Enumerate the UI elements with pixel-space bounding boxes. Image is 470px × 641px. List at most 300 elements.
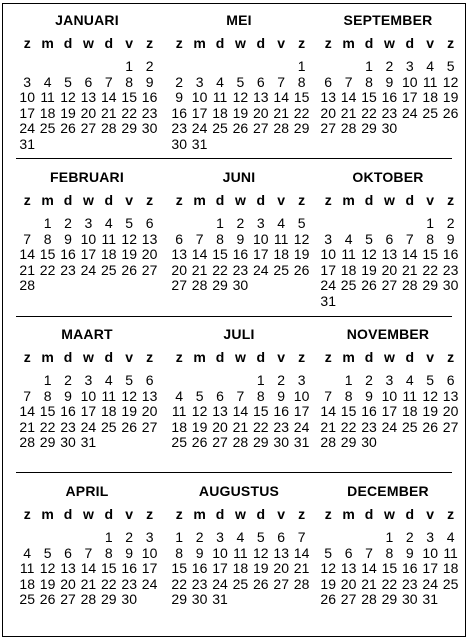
day-cell: 28: [191, 277, 208, 294]
day-cell: 28: [19, 434, 35, 451]
day-cell: 30: [402, 591, 418, 608]
day-cell: 8: [344, 387, 353, 404]
weekday-label: z: [175, 506, 183, 522]
day-cell: 25: [19, 591, 35, 608]
day-cell: 29: [212, 277, 228, 294]
day-cell: 1: [216, 215, 224, 231]
weekday-label: m: [41, 192, 54, 208]
day-cell: 26: [320, 591, 336, 608]
day-cell: 10: [253, 230, 269, 247]
day-cell: 23: [361, 418, 377, 435]
day-cell: 19: [253, 560, 269, 577]
day-cell: 9: [175, 89, 184, 106]
day-cell: 3: [145, 529, 154, 545]
day-cell: 24: [80, 418, 97, 435]
day-cell: 22: [253, 418, 269, 435]
weekday-label: m: [342, 192, 355, 208]
weekday-label: z: [298, 506, 306, 522]
weekday-label: z: [175, 192, 183, 208]
weekday-label: z: [447, 35, 455, 51]
day-cell: 3: [385, 372, 394, 388]
day-cell: 19: [361, 261, 377, 278]
day-cell: 20: [212, 418, 228, 435]
weekday-label: d: [104, 506, 114, 522]
day-cell: 3: [324, 230, 333, 247]
day-cell: 5: [324, 544, 333, 561]
weekday-label: v: [426, 35, 435, 51]
day-cell: 8: [426, 230, 435, 247]
day-cell: 15: [361, 89, 377, 106]
day-cell: 4: [236, 529, 245, 545]
day-cell: 10: [191, 89, 208, 106]
day-cell: 17: [19, 104, 35, 121]
day-cell: 15: [381, 560, 398, 577]
day-cell: 6: [277, 529, 286, 545]
day-cell: 30: [273, 434, 289, 451]
day-cell: 26: [293, 261, 310, 278]
weekday-label: d: [256, 192, 266, 208]
day-cell: 1: [385, 529, 394, 545]
day-cell: 12: [320, 560, 336, 577]
weekday-label: d: [215, 35, 225, 51]
weekday-label: d: [63, 349, 73, 365]
day-cell: 17: [422, 560, 438, 577]
weekday-label: z: [146, 349, 154, 365]
day-cell: 23: [141, 104, 158, 121]
day-cell: 8: [256, 387, 265, 404]
weekday-label: w: [383, 349, 395, 365]
day-cell: 1: [426, 215, 435, 231]
weekday-label: v: [125, 506, 134, 522]
day-cell: 19: [422, 403, 438, 420]
weekday-label: d: [364, 35, 374, 51]
day-cell: 14: [19, 246, 35, 263]
day-cell: 14: [340, 89, 357, 106]
day-cell: 8: [104, 544, 113, 561]
weekday-label: w: [82, 506, 94, 522]
weekday-label: z: [175, 35, 183, 51]
day-cell: 1: [43, 372, 52, 388]
day-cell: 29: [39, 434, 56, 451]
day-cell: 26: [121, 261, 137, 278]
day-cell: 26: [60, 120, 76, 137]
day-cell: 20: [442, 403, 459, 420]
weekday-label: m: [193, 192, 206, 208]
day-cell: 16: [121, 560, 137, 577]
day-cell: 11: [19, 560, 35, 577]
day-cell: 25: [273, 261, 289, 278]
day-cell: 22: [121, 104, 137, 121]
day-cell: 27: [60, 591, 76, 608]
weekday-label: z: [298, 349, 306, 365]
day-cell: 27: [273, 575, 289, 592]
day-cell: 11: [273, 230, 289, 247]
day-cell: 24: [422, 575, 438, 592]
day-cell: 29: [381, 591, 398, 608]
day-cell: 27: [141, 261, 158, 278]
weekday-label: v: [277, 192, 286, 208]
day-cell: 11: [171, 403, 187, 420]
day-cell: 27: [320, 120, 336, 137]
day-cell: 15: [293, 89, 310, 106]
row-separator: [16, 316, 452, 317]
weekday-label: z: [146, 192, 154, 208]
month-title: DECEMBER: [347, 483, 429, 499]
day-cell: 18: [101, 246, 117, 263]
month-title: FEBRUARI: [50, 169, 124, 185]
weekday-label: v: [125, 192, 134, 208]
weekday-label: m: [193, 506, 206, 522]
day-cell: 4: [426, 58, 435, 74]
day-cell: 14: [80, 560, 97, 577]
day-cell: 2: [446, 215, 455, 231]
day-cell: 7: [297, 529, 306, 545]
day-cell: 16: [141, 89, 158, 106]
day-cell: 26: [253, 575, 269, 592]
weekday-label: d: [215, 506, 225, 522]
day-cell: 21: [19, 261, 35, 278]
day-cell: 24: [381, 418, 398, 435]
weekday-label: w: [82, 35, 94, 51]
day-cell: 3: [216, 529, 224, 545]
day-cell: 26: [422, 418, 438, 435]
day-cell: 27: [253, 120, 269, 137]
day-cell: 26: [121, 418, 137, 435]
weekday-label: v: [426, 192, 435, 208]
day-cell: 4: [446, 529, 455, 545]
day-cell: 26: [191, 434, 208, 451]
day-cell: 20: [141, 246, 158, 263]
day-cell: 23: [121, 575, 137, 592]
weekday-label: v: [426, 506, 435, 522]
day-cell: 19: [60, 104, 76, 121]
weekday-label: d: [63, 35, 73, 51]
day-cell: 31: [191, 136, 208, 152]
day-cell: 20: [171, 261, 187, 278]
weekday-label: d: [405, 349, 415, 365]
day-cell: 3: [297, 372, 306, 388]
day-cell: 12: [293, 230, 310, 247]
day-cell: 4: [216, 73, 224, 90]
weekday-label: z: [324, 35, 332, 51]
day-cell: 12: [232, 89, 249, 106]
day-cell: 25: [422, 104, 438, 121]
day-cell: 7: [104, 73, 113, 90]
day-cell: 18: [19, 575, 35, 592]
day-cell: 9: [446, 230, 455, 247]
row-separator: [16, 158, 452, 159]
day-cell: 12: [121, 387, 137, 404]
weekday-label: w: [383, 506, 395, 522]
day-cell: 7: [365, 544, 373, 561]
day-cell: 9: [405, 544, 414, 561]
day-cell: 7: [23, 230, 32, 247]
day-cell: 3: [84, 372, 93, 388]
day-cell: 14: [361, 560, 377, 577]
day-cell: 16: [442, 246, 459, 263]
month-title: JULI: [223, 326, 255, 342]
day-cell: 27: [212, 434, 228, 451]
day-cell: 25: [39, 120, 56, 137]
day-cell: 2: [277, 372, 286, 388]
day-cell: 29: [422, 277, 438, 294]
day-cell: 7: [236, 387, 245, 404]
day-cell: 20: [253, 104, 269, 121]
day-cell: 27: [171, 277, 187, 294]
day-cell: 3: [405, 58, 414, 74]
day-cell: 30: [141, 120, 158, 137]
day-cell: 22: [212, 261, 228, 278]
day-cell: 15: [340, 403, 357, 420]
day-cell: 16: [402, 560, 418, 577]
day-cell: 21: [320, 418, 336, 435]
day-cell: 7: [324, 387, 333, 404]
day-cell: 5: [195, 387, 204, 404]
day-cell: 20: [60, 575, 76, 592]
day-cell: 6: [175, 230, 184, 247]
weekday-label: z: [324, 349, 332, 365]
day-cell: 15: [253, 403, 269, 420]
day-cell: 10: [402, 73, 418, 90]
day-cell: 11: [101, 387, 117, 404]
weekday-label: z: [23, 192, 31, 208]
day-cell: 26: [442, 104, 459, 121]
weekday-label: v: [125, 349, 134, 365]
day-cell: 28: [340, 120, 357, 137]
day-cell: 23: [171, 120, 187, 137]
weekday-label: z: [175, 349, 183, 365]
day-cell: 28: [361, 591, 377, 608]
day-cell: 27: [442, 418, 459, 435]
day-cell: 5: [446, 58, 455, 74]
day-cell: 30: [171, 136, 187, 152]
day-cell: 1: [125, 58, 134, 74]
day-cell: 9: [385, 73, 394, 90]
day-cell: 1: [104, 529, 113, 545]
weekday-label: w: [234, 506, 246, 522]
day-cell: 14: [19, 403, 35, 420]
weekday-label: d: [364, 192, 374, 208]
weekday-label: z: [298, 192, 306, 208]
day-cell: 2: [64, 372, 72, 388]
day-cell: 14: [191, 246, 208, 263]
day-cell: 13: [212, 403, 228, 420]
day-cell: 2: [175, 73, 184, 90]
month-title: APRIL: [65, 483, 109, 499]
month-title: MAART: [61, 326, 113, 342]
weekday-label: d: [63, 506, 73, 522]
day-cell: 9: [125, 544, 134, 561]
day-cell: 1: [365, 58, 373, 74]
day-cell: 11: [40, 89, 55, 106]
day-cell: 16: [60, 246, 76, 263]
day-cell: 25: [212, 120, 228, 137]
day-cell: 30: [191, 591, 208, 608]
day-cell: 11: [233, 544, 248, 561]
day-cell: 17: [141, 560, 158, 577]
weekday-label: v: [426, 349, 435, 365]
day-cell: 6: [145, 215, 154, 231]
day-cell: 4: [277, 215, 286, 231]
day-cell: 10: [19, 89, 35, 106]
weekday-label: d: [405, 35, 415, 51]
month-title: JANUARI: [55, 12, 119, 28]
day-cell: 1: [297, 58, 306, 74]
weekday-label: v: [125, 35, 134, 51]
weekday-label: v: [277, 349, 286, 365]
day-cell: 19: [293, 246, 310, 263]
day-cell: 18: [39, 104, 56, 121]
day-cell: 20: [141, 403, 158, 420]
month-title: AUGUSTUS: [198, 483, 280, 499]
day-cell: 29: [121, 120, 137, 137]
day-cell: 19: [442, 89, 459, 106]
day-cell: 15: [39, 246, 56, 263]
day-cell: 13: [60, 560, 76, 577]
month-title: SEPTEMBER: [343, 12, 433, 28]
day-cell: 13: [340, 560, 357, 577]
weekday-label: z: [324, 192, 332, 208]
day-cell: 24: [212, 575, 228, 592]
day-cell: 3: [195, 73, 204, 90]
day-cell: 25: [402, 418, 418, 435]
day-cell: 25: [340, 277, 357, 294]
day-cell: 14: [293, 544, 310, 561]
month-title: MEI: [226, 12, 252, 28]
day-cell: 5: [297, 215, 306, 231]
day-cell: 18: [402, 403, 418, 420]
weekday-label: z: [146, 35, 154, 51]
day-cell: 6: [216, 387, 224, 404]
day-cell: 26: [39, 591, 56, 608]
day-cell: 30: [442, 277, 459, 294]
day-cell: 23: [442, 261, 459, 278]
day-cell: 21: [293, 560, 310, 577]
day-cell: 6: [84, 73, 93, 90]
day-cell: 22: [381, 575, 398, 592]
day-cell: 12: [39, 560, 56, 577]
day-cell: 5: [365, 230, 373, 247]
day-cell: 28: [293, 575, 310, 592]
day-cell: 28: [19, 277, 35, 294]
weekday-label: d: [364, 506, 374, 522]
day-cell: 5: [125, 215, 134, 231]
day-cell: 10: [381, 387, 398, 404]
day-cell: 7: [23, 387, 32, 404]
weekday-label: d: [215, 349, 225, 365]
day-cell: 19: [121, 246, 137, 263]
day-cell: 8: [365, 73, 373, 90]
day-cell: 21: [402, 261, 418, 278]
day-cell: 2: [125, 529, 134, 545]
day-cell: 24: [320, 277, 336, 294]
weekday-label: d: [256, 35, 266, 51]
weekday-label: v: [277, 35, 286, 51]
day-cell: 21: [19, 418, 35, 435]
day-cell: 4: [104, 372, 113, 388]
day-cell: 19: [191, 418, 208, 435]
day-cell: 11: [422, 73, 438, 90]
weekday-label: w: [82, 192, 94, 208]
day-cell: 2: [64, 215, 72, 231]
day-cell: 15: [171, 560, 187, 577]
day-cell: 30: [60, 434, 76, 451]
day-cell: 18: [171, 418, 187, 435]
day-cell: 18: [232, 560, 249, 577]
day-cell: 16: [191, 560, 208, 577]
day-cell: 8: [297, 73, 306, 90]
weekday-label: d: [215, 192, 225, 208]
day-cell: 7: [405, 230, 414, 247]
weekday-label: d: [104, 192, 114, 208]
day-cell: 16: [361, 403, 377, 420]
day-cell: 14: [273, 89, 289, 106]
day-cell: 20: [340, 575, 357, 592]
day-cell: 2: [405, 529, 414, 545]
day-cell: 6: [385, 230, 394, 247]
day-cell: 29: [361, 120, 377, 137]
weekday-label: m: [342, 35, 355, 51]
day-cell: 10: [80, 387, 97, 404]
day-cell: 27: [80, 120, 97, 137]
day-cell: 17: [320, 261, 336, 278]
weekday-label: m: [41, 506, 54, 522]
day-cell: 17: [293, 403, 310, 420]
day-cell: 16: [273, 403, 289, 420]
day-cell: 19: [39, 575, 56, 592]
day-cell: 29: [293, 120, 310, 137]
month-title: OKTOBER: [352, 169, 424, 185]
day-cell: 31: [80, 434, 97, 451]
day-cell: 19: [232, 104, 249, 121]
day-cell: 3: [256, 215, 265, 231]
day-cell: 6: [344, 544, 353, 561]
day-cell: 7: [344, 73, 353, 90]
day-cell: 21: [273, 104, 289, 121]
day-cell: 21: [191, 261, 208, 278]
weekday-label: m: [193, 349, 206, 365]
day-cell: 8: [216, 230, 224, 247]
day-cell: 29: [340, 434, 357, 451]
day-cell: 10: [80, 230, 97, 247]
day-cell: 4: [43, 73, 52, 90]
weekday-label: z: [23, 35, 31, 51]
weekday-label: m: [342, 506, 355, 522]
day-cell: 6: [324, 73, 333, 90]
day-cell: 9: [277, 387, 286, 404]
day-cell: 4: [405, 372, 414, 388]
day-cell: 7: [277, 73, 286, 90]
day-cell: 4: [104, 215, 113, 231]
day-cell: 5: [64, 73, 72, 90]
day-cell: 21: [340, 104, 357, 121]
day-cell: 1: [344, 372, 353, 388]
day-cell: 12: [361, 246, 377, 263]
day-cell: 11: [443, 544, 458, 561]
day-cell: 14: [101, 89, 117, 106]
day-cell: 19: [320, 575, 336, 592]
day-cell: 8: [43, 387, 52, 404]
day-cell: 5: [256, 529, 265, 545]
day-cell: 15: [212, 246, 228, 263]
day-cell: 18: [101, 403, 117, 420]
day-cell: 19: [121, 403, 137, 420]
day-cell: 13: [171, 246, 187, 263]
day-cell: 20: [80, 104, 97, 121]
day-cell: 5: [236, 73, 245, 90]
day-cell: 23: [402, 575, 418, 592]
day-cell: 31: [212, 591, 228, 608]
